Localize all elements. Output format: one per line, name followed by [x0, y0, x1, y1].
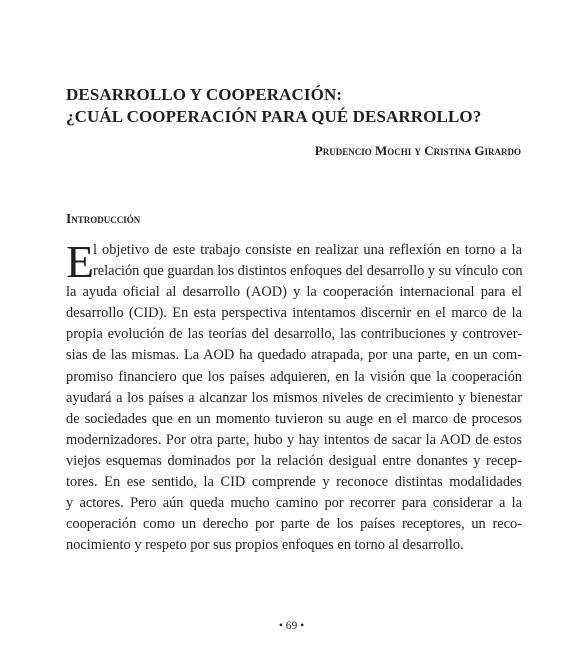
- text-line: ayudará a los países a alcanzar los mismos niveles de crecimiento y bienestar: [66, 389, 522, 406]
- page-number: • 69 •: [278, 620, 305, 632]
- text-line: sias de las mismas. La AOD ha quedado atrapada, por una parte, en un com-: [66, 347, 522, 364]
- drop-cap: E: [66, 236, 95, 287]
- chapter-authors: Prudencio Mochi y Cristina Girardo: [314, 143, 521, 158]
- text-line: y actores. Pero aún queda mucho camino por recorrer para considerar a la: [66, 495, 522, 512]
- text-line: tores. En ese sentido, la CID comprende y reconoce distintas modalidades: [66, 474, 522, 491]
- text-line: promiso financiero que los países adquieren, en la visión que la cooperación: [66, 368, 522, 385]
- chapter-title-line-1: DESARROLLO Y COOPERACIÓN:: [66, 85, 343, 104]
- text-line: viejos esquemas dominados por la relación desigual entre donantes y recep-: [66, 452, 522, 469]
- text-line: propia evolución de las teorías del desarrollo, las contribuciones y controver-: [66, 326, 522, 343]
- body-paragraph: [66, 236, 523, 556]
- chapter-title-line-2: ¿CUÁL COOPERACIÓN PARA QUÉ DESARROLLO?: [66, 107, 482, 126]
- text-line: modernizadores. Por otra parte, hubo y hay intentos de sacar la AOD de estos: [66, 431, 522, 448]
- text-line: desarrollo (CID). En esta perspectiva intentamos discernir en el marco de la: [66, 305, 522, 322]
- text-line: nocimiento y respeto por sus propios enfoques en torno al desarrollo.: [66, 537, 464, 554]
- section-heading: Introducción: [66, 211, 141, 226]
- chapter-title: [66, 84, 536, 128]
- text-line: relación que guardan los distintos enfoques del desarrollo y su vínculo con: [93, 263, 523, 280]
- text-line: de sociedades que en un momento tuvieron su auge en el marco de procesos: [66, 410, 522, 427]
- text-line: l objetivo de este trabajo consiste en realizar una reflexión en torno a la: [93, 242, 522, 258]
- text-line: cooperación como un derecho por parte de los países receptores, un reco-: [66, 516, 522, 533]
- text-line: la ayuda oficial al desarrollo (AOD) y la cooperación internacional para el: [66, 284, 522, 301]
